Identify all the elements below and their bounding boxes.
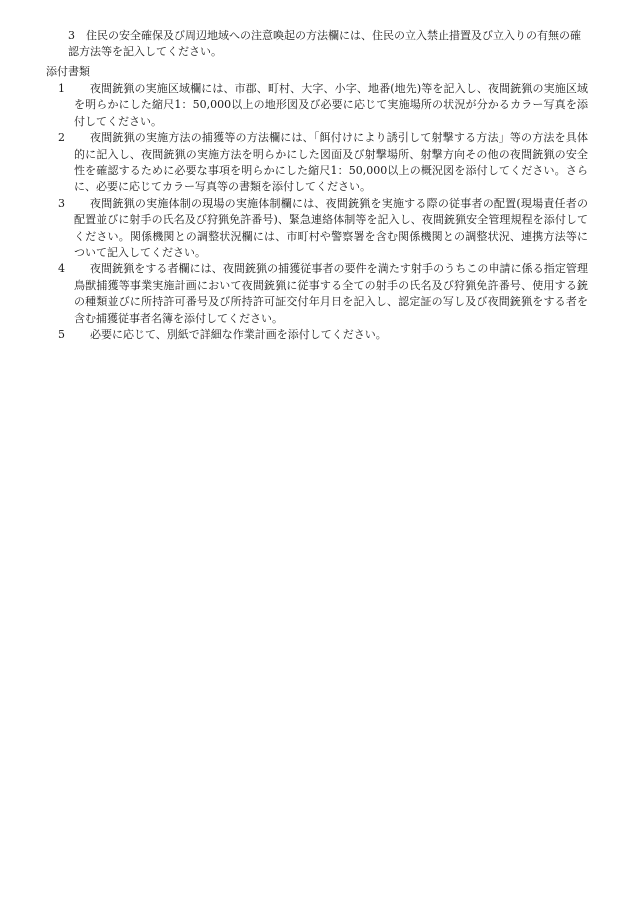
item-text: 必要に応じて、別紙で詳細な作業計画を添付してください。 [90, 328, 387, 342]
attachments-list [58, 81, 588, 344]
list-item [58, 196, 588, 262]
item-text: 住民の安全確保及び周辺地域への注意喚起の方法欄には、住民の立入禁止措置及び立入りの有無の確認方法等を記入してください。 [68, 29, 581, 59]
top-note-item [68, 28, 588, 61]
item-text: 夜間銃猟の実施方法の捕獲等の方法欄には、「餌付けにより誘引して射撃する方法」等の方法を具体的に記入し、夜間銃猟の実施方法を明らかにした図面及び射撃場所、射撃方向その他の夜間銃猟の安全性を確認するために必要な事項を明らかにした縮尺1：50,000以上の概況図を添付してください。さらに、必要に応じてカラー写真等の書類を添付してください。 [74, 131, 588, 194]
item-number: 1 [58, 82, 65, 95]
list-item [58, 81, 588, 130]
item-number: 5 [58, 328, 65, 342]
list-item [58, 261, 588, 327]
item-number: 2 [58, 131, 65, 145]
item-number: 3 [58, 196, 65, 210]
attachments-heading: 添付書類 [46, 65, 90, 78]
item-text: 夜間銃猟の実施体制の現場の実施体制欄には、夜間銃猟を実施する際の従事者の配置(現場責任者の配置並びに射手の氏名及び狩猟免許番号)、緊急連絡体制等を記入し、夜間銃猟安全管理規程を添付してください。関係機関との調整状況欄には、市町村や警察署を含む関係機関との調整状況、連携方法等について記入してください。 [74, 196, 588, 260]
item-text: 夜間銃猟の実施区域欄には、市郡、町村、大字、小字、地番(地先)等を記入し、夜間銃猟の実施区域を明らかにした縮尺1：50,000以上の地形図及び必要に応じて実施場所の状況が分かるカラー写真を添付してください。 [74, 82, 588, 128]
list-item [58, 130, 588, 196]
list-item [58, 327, 588, 343]
item-number: 4 [58, 262, 65, 276]
item-number: 3 [68, 29, 75, 42]
item-text: 夜間銃猟をする者欄には、夜間銃猟の捕獲従事者の要件を満たす射手のうちこの申請に係る指定管理鳥獣捕獲等事業実施計画において夜間銃猟に従事する全ての射手の氏名及び狩猟免許番号、使用する銃の種類並びに所持許可番号及び所持許可証交付年月日を記入し、認定証の写し及び夜間銃猟をする者を含む捕獲従事者名簿を添付してください。 [74, 262, 588, 325]
